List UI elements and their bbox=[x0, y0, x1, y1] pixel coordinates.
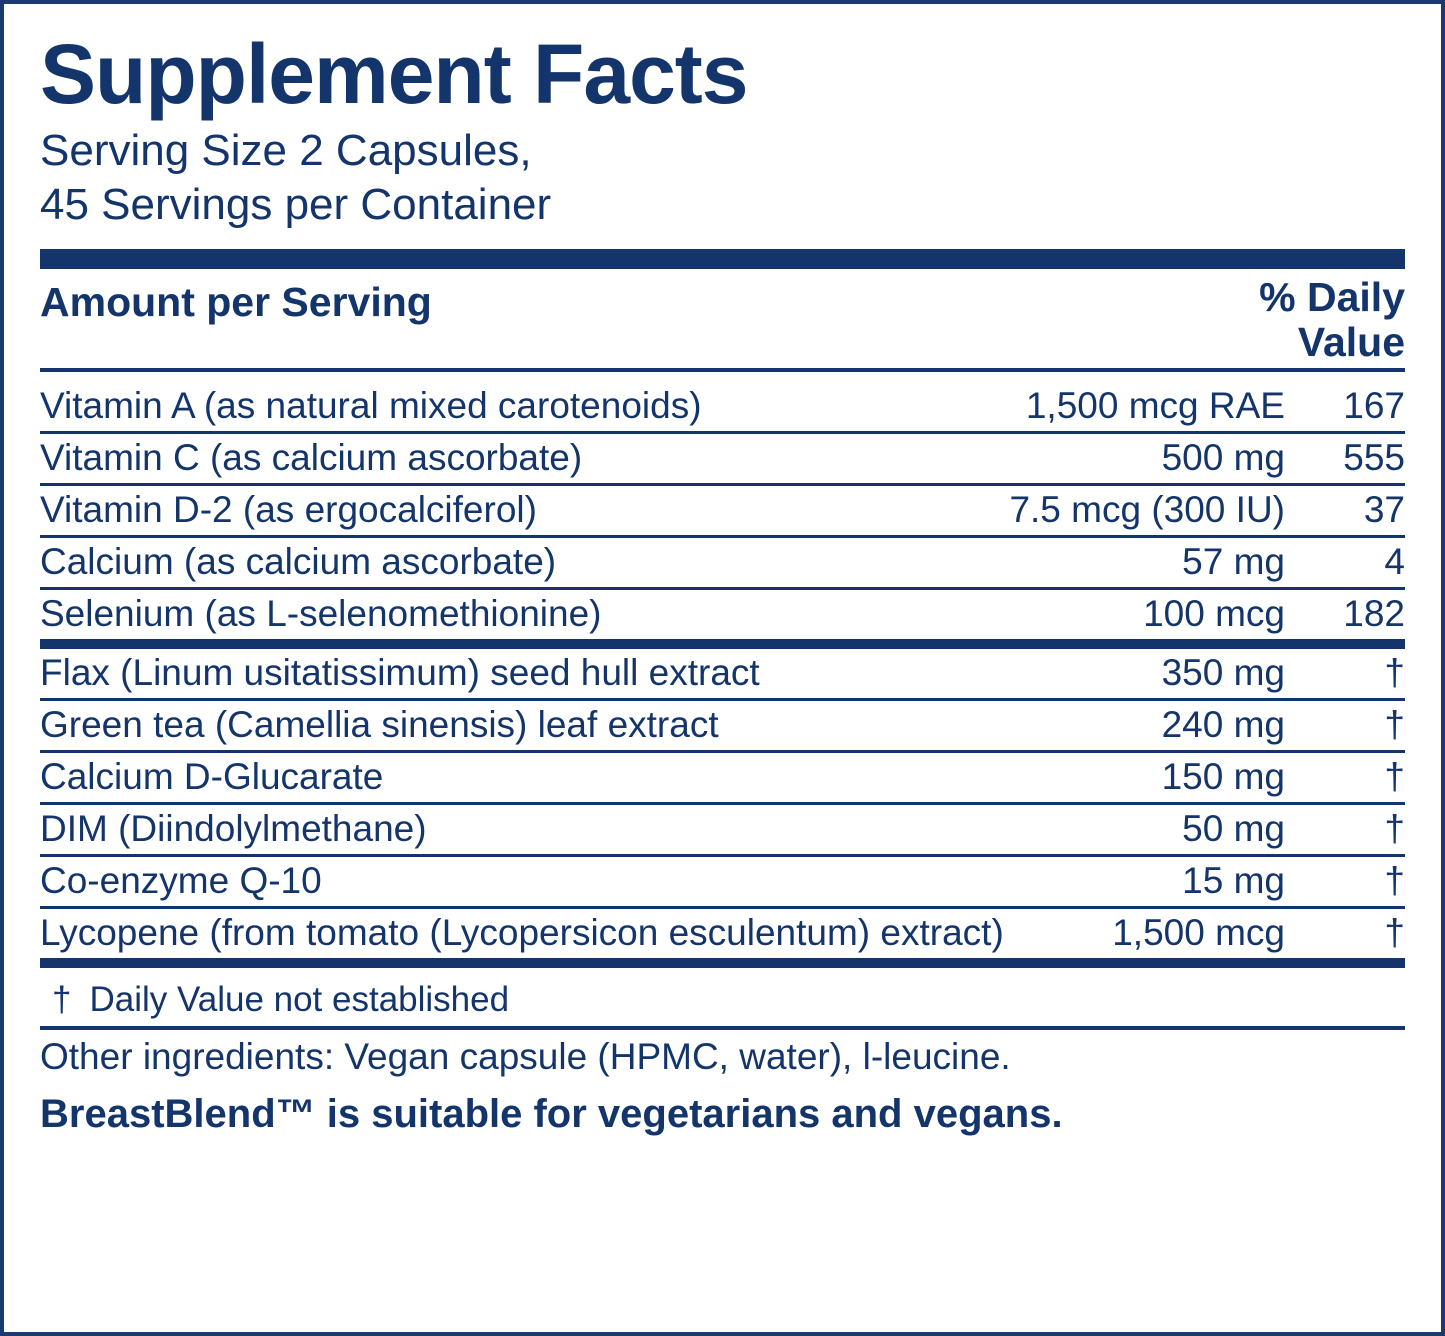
page-title: Supplement Facts bbox=[40, 27, 748, 121]
nutrient-daily-value: 167 bbox=[1285, 382, 1405, 433]
daily-value-header-line1: % Daily bbox=[1259, 274, 1405, 321]
nutrient-name: Vitamin A (as natural mixed carotenoids) bbox=[40, 382, 680, 433]
ingredient-daily-value: † bbox=[1285, 699, 1405, 751]
table-row bbox=[40, 803, 1405, 855]
nutrient-name: Vitamin C (as calcium ascorbate) bbox=[40, 432, 680, 484]
other-ingredients-text: Other ingredients: Vegan capsule (HPMC, water), l-leucine. bbox=[40, 1035, 1011, 1077]
daily-value-footnote bbox=[40, 968, 1405, 1026]
ingredient-daily-value: † bbox=[1285, 649, 1405, 700]
divider-thick-top bbox=[40, 249, 1405, 269]
nutrient-amount: 57 mg bbox=[680, 536, 1285, 588]
divider-between-groups bbox=[40, 639, 1405, 649]
table-row bbox=[40, 649, 1405, 700]
daily-value-header-line2: Value bbox=[1297, 318, 1405, 365]
divider-below-table bbox=[40, 958, 1405, 968]
nutrient-name: Vitamin D-2 (as ergocalciferol) bbox=[40, 484, 680, 536]
ingredient-name: Green tea (Camellia sinensis) leaf extract bbox=[40, 699, 680, 751]
ingredient-amount: 350 mg bbox=[680, 649, 1285, 700]
ingredient-amount: 15 mg bbox=[680, 855, 1285, 907]
nutrient-amount: 1,500 mcg RAE bbox=[680, 382, 1285, 433]
amount-per-serving-header: Amount per Serving bbox=[40, 279, 432, 326]
table-row bbox=[40, 484, 1405, 536]
serving-size-text: Serving Size 2 Capsules, bbox=[40, 126, 532, 175]
ingredient-name: Flax (Linum usitatissimum) seed hull extract bbox=[40, 649, 680, 700]
dagger-symbol: † bbox=[52, 979, 72, 1019]
blend-table bbox=[40, 649, 1405, 958]
ingredient-name: DIM (Diindolylmethane) bbox=[40, 803, 680, 855]
vitamins-table bbox=[40, 382, 1405, 639]
ingredient-daily-value: † bbox=[1384, 911, 1405, 953]
nutrient-daily-value: 555 bbox=[1285, 432, 1405, 484]
daily-value-header bbox=[1259, 275, 1405, 364]
nutrient-name: Selenium (as L-selenomethionine) bbox=[40, 592, 602, 634]
nutrient-daily-value: 4 bbox=[1285, 536, 1405, 588]
table-row bbox=[40, 588, 1405, 639]
ingredient-daily-value: † bbox=[1285, 751, 1405, 803]
table-row bbox=[40, 751, 1405, 803]
nutrient-name: Calcium (as calcium ascorbate) bbox=[40, 536, 680, 588]
ingredient-amount: 1,500 mcg bbox=[1112, 911, 1285, 953]
footnote-text: Daily Value not established bbox=[89, 979, 510, 1019]
nutrient-daily-value: 182 bbox=[1343, 592, 1405, 634]
ingredient-amount: 150 mg bbox=[680, 751, 1285, 803]
nutrient-amount: 7.5 mcg (300 IU) bbox=[680, 484, 1285, 536]
nutrient-daily-value: 37 bbox=[1285, 484, 1405, 536]
table-row bbox=[40, 699, 1405, 751]
ingredient-amount: 50 mg bbox=[680, 803, 1285, 855]
table-row bbox=[40, 907, 1405, 958]
ingredient-daily-value: † bbox=[1285, 855, 1405, 907]
table-row bbox=[40, 536, 1405, 588]
nutrient-amount: 500 mg bbox=[680, 432, 1285, 484]
table-row bbox=[40, 432, 1405, 484]
spacer-after-header bbox=[40, 372, 1405, 382]
table-header-row bbox=[40, 269, 1405, 368]
table-row bbox=[40, 382, 1405, 433]
suitable-note-text: BreastBlend™ is suitable for vegetarians and vegans. bbox=[40, 1091, 1063, 1136]
nutrient-amount: 100 mcg bbox=[1143, 592, 1285, 634]
ingredient-name: Calcium D-Glucarate bbox=[40, 751, 680, 803]
ingredient-daily-value: † bbox=[1285, 803, 1405, 855]
ingredient-amount: 240 mg bbox=[680, 699, 1285, 751]
ingredient-name: Lycopene (from tomato (Lycopersicon esculentum) extract) bbox=[40, 911, 1004, 953]
table-row bbox=[40, 855, 1405, 907]
ingredient-name: Co-enzyme Q-10 bbox=[40, 855, 680, 907]
servings-per-container-text: 45 Servings per Container bbox=[40, 179, 552, 229]
